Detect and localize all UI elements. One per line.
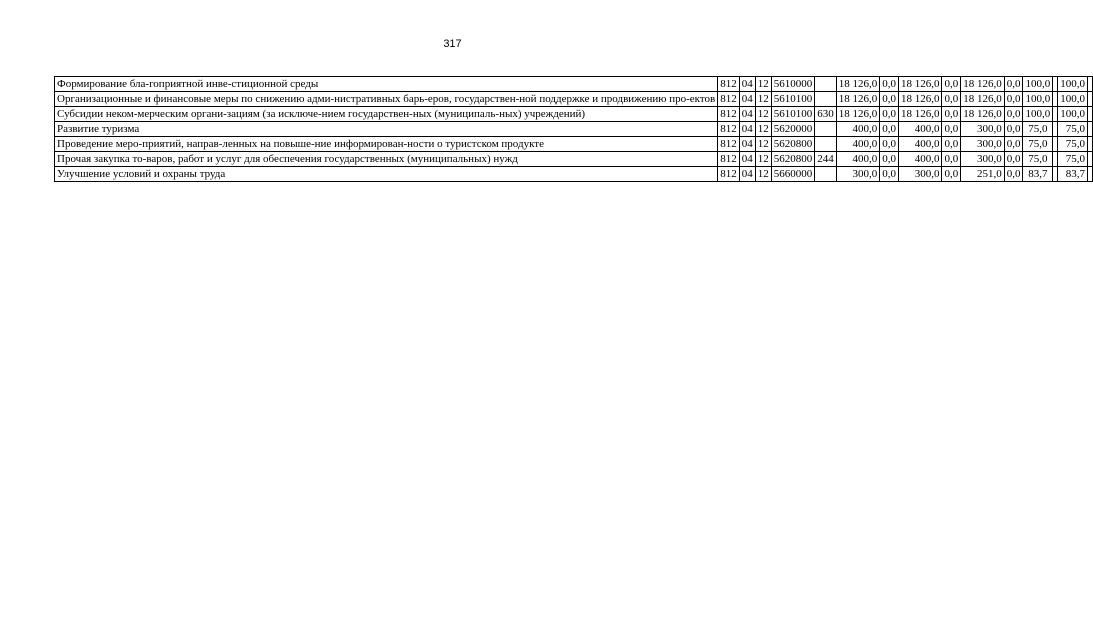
item-name-cell: Развитие туризма: [55, 122, 718, 137]
budget-table: [54, 76, 1093, 182]
subsection-cell: 12: [755, 152, 771, 167]
percent-execution-cell: 100,0: [1023, 92, 1053, 107]
approved-amount-cell: 400,0: [836, 152, 880, 167]
expense-type-cell: [815, 167, 837, 182]
item-name-cell: Улучшение условий и охраны труда: [55, 167, 718, 182]
percent-execution-cell: 83,7: [1023, 167, 1053, 182]
percent-execution-2-cell: 75,0: [1058, 152, 1088, 167]
table-row: [55, 167, 1093, 182]
subsection-cell: 12: [755, 167, 771, 182]
changes-2-cell: 0,0: [942, 122, 961, 137]
expense-type-cell: [815, 122, 837, 137]
percent-execution-cell: 100,0: [1023, 107, 1053, 122]
table-row: [55, 122, 1093, 137]
percent-execution-2-cell: 100,0: [1058, 107, 1088, 122]
executed-amount-cell: 300,0: [961, 152, 1005, 167]
page-number: 317: [443, 38, 462, 50]
approved-amount-cell: 400,0: [836, 137, 880, 152]
item-name-cell: Организационные и финансовые меры по снижению адми-нистративных барь-еров, государствен-ной поддержке и продвижению про-ектов: [55, 92, 718, 107]
changes-2-cell: 0,0: [942, 107, 961, 122]
expense-type-cell: 630: [815, 107, 837, 122]
approved-amount-cell: 18 126,0: [836, 92, 880, 107]
changes-amount-cell: 0,0: [880, 152, 899, 167]
table-row: [55, 137, 1093, 152]
executed-changes-cell: 0,0: [1004, 122, 1023, 137]
target-article-cell: 5610100: [771, 92, 815, 107]
section-cell: 04: [739, 152, 755, 167]
table-row: [55, 107, 1093, 122]
percent-execution-2-cell: 75,0: [1058, 137, 1088, 152]
grbs-cell: 812: [718, 122, 740, 137]
changes-amount-cell: 0,0: [880, 107, 899, 122]
blank-cell-2: [1087, 167, 1092, 182]
executed-amount-cell: 18 126,0: [961, 77, 1005, 92]
blank-cell-2: [1087, 152, 1092, 167]
updated-plan-cell: 400,0: [898, 122, 942, 137]
section-cell: 04: [739, 107, 755, 122]
executed-amount-cell: 300,0: [961, 137, 1005, 152]
changes-amount-cell: 0,0: [880, 137, 899, 152]
item-name-cell: Субсидии неком-мерческим органи-зациям (за исключе-нием государствен-ных (муниципаль-ных) учреждений): [55, 107, 718, 122]
updated-plan-cell: 18 126,0: [898, 92, 942, 107]
expense-type-cell: 244: [815, 152, 837, 167]
grbs-cell: 812: [718, 152, 740, 167]
table-row: [55, 77, 1093, 92]
changes-2-cell: 0,0: [942, 92, 961, 107]
changes-amount-cell: 0,0: [880, 167, 899, 182]
changes-2-cell: 0,0: [942, 152, 961, 167]
item-name-cell: Проведение меро-приятий, направ-ленных на повыше-ние информирован-ности о туристском продукте: [55, 137, 718, 152]
percent-execution-cell: 75,0: [1023, 122, 1053, 137]
executed-changes-cell: 0,0: [1004, 167, 1023, 182]
section-cell: 04: [739, 77, 755, 92]
blank-cell-2: [1087, 107, 1092, 122]
percent-execution-2-cell: 83,7: [1058, 167, 1088, 182]
table-row: [55, 152, 1093, 167]
executed-amount-cell: 18 126,0: [961, 107, 1005, 122]
target-article-cell: 5620000: [771, 122, 815, 137]
section-cell: 04: [739, 92, 755, 107]
blank-cell-2: [1087, 77, 1092, 92]
subsection-cell: 12: [755, 92, 771, 107]
target-article-cell: 5660000: [771, 167, 815, 182]
changes-2-cell: 0,0: [942, 137, 961, 152]
target-article-cell: 5610100: [771, 107, 815, 122]
target-article-cell: 5620800: [771, 152, 815, 167]
executed-changes-cell: 0,0: [1004, 137, 1023, 152]
percent-execution-2-cell: 100,0: [1058, 77, 1088, 92]
percent-execution-cell: 100,0: [1023, 77, 1053, 92]
grbs-cell: 812: [718, 92, 740, 107]
percent-execution-cell: 75,0: [1023, 137, 1053, 152]
updated-plan-cell: 400,0: [898, 137, 942, 152]
percent-execution-2-cell: 100,0: [1058, 92, 1088, 107]
section-cell: 04: [739, 167, 755, 182]
subsection-cell: 12: [755, 122, 771, 137]
subsection-cell: 12: [755, 107, 771, 122]
approved-amount-cell: 18 126,0: [836, 77, 880, 92]
section-cell: 04: [739, 122, 755, 137]
item-name-cell: Формирование бла-гоприятной инве-стиционной среды: [55, 77, 718, 92]
grbs-cell: 812: [718, 77, 740, 92]
executed-amount-cell: 251,0: [961, 167, 1005, 182]
approved-amount-cell: 300,0: [836, 167, 880, 182]
expense-type-cell: [815, 92, 837, 107]
updated-plan-cell: 18 126,0: [898, 107, 942, 122]
percent-execution-2-cell: 75,0: [1058, 122, 1088, 137]
changes-amount-cell: 0,0: [880, 77, 899, 92]
executed-changes-cell: 0,0: [1004, 92, 1023, 107]
expense-type-cell: [815, 77, 837, 92]
percent-execution-cell: 75,0: [1023, 152, 1053, 167]
grbs-cell: 812: [718, 137, 740, 152]
blank-cell-2: [1087, 137, 1092, 152]
grbs-cell: 812: [718, 107, 740, 122]
section-cell: 04: [739, 137, 755, 152]
target-article-cell: 5620800: [771, 137, 815, 152]
updated-plan-cell: 400,0: [898, 152, 942, 167]
blank-cell-2: [1087, 92, 1092, 107]
table-row: [55, 92, 1093, 107]
changes-amount-cell: 0,0: [880, 92, 899, 107]
item-name-cell: Прочая закупка то-варов, работ и услуг для обеспечения государственных (муниципальных) нужд: [55, 152, 718, 167]
executed-amount-cell: 300,0: [961, 122, 1005, 137]
changes-amount-cell: 0,0: [880, 122, 899, 137]
approved-amount-cell: 400,0: [836, 122, 880, 137]
changes-2-cell: 0,0: [942, 167, 961, 182]
updated-plan-cell: 300,0: [898, 167, 942, 182]
grbs-cell: 812: [718, 167, 740, 182]
expense-type-cell: [815, 137, 837, 152]
updated-plan-cell: 18 126,0: [898, 77, 942, 92]
target-article-cell: 5610000: [771, 77, 815, 92]
executed-changes-cell: 0,0: [1004, 152, 1023, 167]
approved-amount-cell: 18 126,0: [836, 107, 880, 122]
executed-changes-cell: 0,0: [1004, 77, 1023, 92]
blank-cell-2: [1087, 122, 1092, 137]
executed-changes-cell: 0,0: [1004, 107, 1023, 122]
executed-amount-cell: 18 126,0: [961, 92, 1005, 107]
subsection-cell: 12: [755, 137, 771, 152]
changes-2-cell: 0,0: [942, 77, 961, 92]
subsection-cell: 12: [755, 77, 771, 92]
